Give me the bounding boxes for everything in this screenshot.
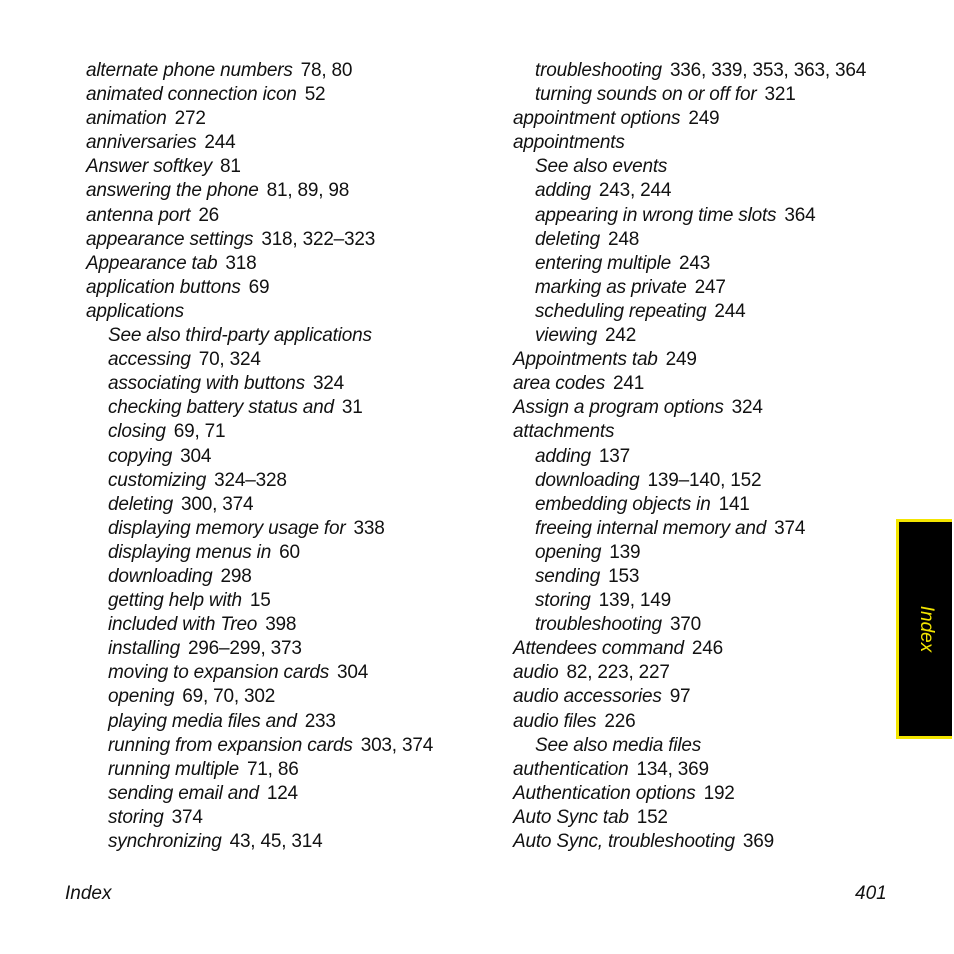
- index-entry: [86, 252, 496, 276]
- index-term: entering multiple: [535, 252, 672, 274]
- index-page-refs[interactable]: 70, 324: [198, 349, 261, 371]
- index-term: running from expansion cards: [108, 734, 353, 756]
- index-subentry: [86, 589, 496, 613]
- index-term: checking battery status and: [108, 397, 334, 419]
- index-term: Appointments tab: [513, 349, 658, 371]
- index-term: deleting: [535, 228, 600, 250]
- index-subentry: [513, 541, 893, 565]
- index-page-refs[interactable]: 242: [604, 325, 637, 347]
- index-side-tab[interactable]: [896, 519, 952, 739]
- index-subentry: [86, 830, 496, 854]
- index-term: opening: [108, 686, 175, 708]
- index-subentry: [86, 396, 496, 420]
- index-term: freeing internal memory and: [535, 517, 767, 539]
- index-page-refs[interactable]: 324: [312, 373, 345, 395]
- index-page-refs[interactable]: 226: [604, 710, 636, 732]
- index-term: antenna port: [86, 204, 191, 226]
- index-term: area codes: [513, 373, 606, 395]
- index-term: playing media files and: [108, 710, 297, 732]
- index-term: Assign a program options: [513, 397, 724, 419]
- index-page-refs[interactable]: 139, 149: [598, 590, 671, 612]
- index-subentry: [513, 204, 893, 228]
- index-subentry: [86, 420, 496, 444]
- index-subentry: [86, 565, 496, 589]
- index-page-refs[interactable]: 244: [204, 132, 236, 154]
- index-term: appointment options: [513, 108, 681, 130]
- index-term: audio: [513, 662, 559, 684]
- index-page-refs[interactable]: 296–299, 373: [187, 638, 302, 660]
- index-page-refs[interactable]: 374: [171, 806, 203, 828]
- index-term: closing: [108, 421, 166, 443]
- index-term: opening: [535, 541, 602, 563]
- index-page-refs[interactable]: 52: [304, 84, 326, 106]
- index-term: See also events: [535, 156, 668, 178]
- index-entry: [513, 830, 893, 854]
- index-entry: [513, 348, 893, 372]
- index-subentry: [86, 541, 496, 565]
- index-page-refs[interactable]: 336, 339, 353, 363, 364: [669, 60, 867, 81]
- index-term: sending: [535, 565, 601, 587]
- index-entry: [513, 710, 893, 734]
- index-subentry: [513, 613, 893, 637]
- index-page-refs[interactable]: 137: [598, 445, 630, 467]
- index-subentry: [513, 734, 893, 758]
- index-term: applications: [86, 300, 184, 322]
- index-term: accessing: [108, 349, 191, 371]
- index-term: customizing: [108, 469, 207, 491]
- index-term: application buttons: [86, 276, 241, 298]
- index-entry: [86, 300, 496, 324]
- index-term: audio accessories: [513, 686, 662, 708]
- index-entry: [513, 372, 893, 396]
- index-subentry: [86, 637, 496, 661]
- index-page-refs[interactable]: 192: [703, 782, 735, 804]
- index-term: Appearance tab: [86, 252, 218, 274]
- index-term: appointments: [513, 132, 625, 154]
- index-page-refs[interactable]: 369: [742, 831, 775, 852]
- index-page-refs[interactable]: 15: [249, 590, 271, 612]
- index-entry: [86, 83, 496, 107]
- index-page-refs[interactable]: 324: [731, 397, 763, 419]
- index-subentry: [86, 348, 496, 372]
- index-entry: [86, 59, 496, 83]
- index-page-refs[interactable]: 272: [174, 108, 206, 130]
- index-entry: [513, 131, 893, 155]
- index-entry: [86, 228, 496, 252]
- index-page-refs[interactable]: 97: [669, 686, 691, 708]
- index-page-refs[interactable]: 139–140, 152: [647, 469, 762, 491]
- index-page-refs[interactable]: 124: [266, 782, 298, 804]
- index-term: turning sounds on or off for: [535, 84, 757, 106]
- index-subentry: [86, 685, 496, 709]
- index-column-right: [513, 59, 893, 854]
- index-term: troubleshooting: [535, 614, 662, 636]
- index-subentry: [86, 445, 496, 469]
- index-subentry: [86, 710, 496, 734]
- index-page-refs[interactable]: 324–328: [214, 469, 287, 491]
- index-term: included with Treo: [108, 614, 258, 636]
- index-term: adding: [535, 180, 591, 202]
- index-term: scheduling repeating: [535, 300, 707, 322]
- index-page-refs[interactable]: 338: [353, 517, 385, 539]
- index-page-refs[interactable]: 43, 45, 314: [229, 831, 323, 852]
- index-subentry: [513, 179, 893, 203]
- index-term: moving to expansion cards: [108, 662, 330, 684]
- index-term: Auto Sync, troubleshooting: [513, 831, 735, 852]
- index-entry: [86, 276, 496, 300]
- index-page-refs[interactable]: 241: [613, 373, 645, 395]
- index-term: downloading: [108, 565, 213, 587]
- index-term: authentication: [513, 758, 629, 780]
- index-page-refs[interactable]: 69, 70, 302: [182, 686, 276, 708]
- index-term: sending email and: [108, 782, 259, 804]
- index-term: troubleshooting: [535, 60, 662, 81]
- index-term: running multiple: [108, 758, 239, 780]
- index-subentry: [86, 782, 496, 806]
- index-page-refs[interactable]: 247: [694, 276, 726, 298]
- index-page-refs[interactable]: 364: [784, 204, 816, 226]
- index-entry: [86, 131, 496, 155]
- index-page-refs[interactable]: 153: [608, 565, 640, 587]
- index-entry: [513, 782, 893, 806]
- index-page-refs[interactable]: 60: [279, 541, 300, 563]
- index-subentry: [513, 276, 893, 300]
- index-subentry: [513, 228, 893, 252]
- index-page-refs[interactable]: 374: [774, 517, 806, 539]
- index-subentry: [513, 589, 893, 613]
- index-page-refs[interactable]: 370: [669, 614, 702, 636]
- index-term: alternate phone numbers: [86, 60, 293, 81]
- index-subentry: [513, 445, 893, 469]
- index-page-refs[interactable]: 31: [341, 397, 363, 419]
- index-term: marking as private: [535, 276, 687, 298]
- index-term: Attendees command: [513, 638, 684, 660]
- index-term: adding: [535, 445, 591, 467]
- index-term: See also media files: [535, 734, 702, 756]
- index-page-refs[interactable]: 243, 244: [598, 180, 672, 202]
- index-term: associating with buttons: [108, 373, 305, 395]
- index-page-refs[interactable]: 318, 322–323: [261, 228, 376, 250]
- index-entry: [86, 179, 496, 203]
- index-entry: [86, 107, 496, 131]
- index-page-refs[interactable]: 249: [688, 108, 720, 130]
- index-term: displaying menus in: [108, 541, 272, 563]
- footer-page-number: 401: [855, 883, 887, 904]
- index-entry: [86, 204, 496, 228]
- index-page-refs[interactable]: 303, 374: [360, 734, 434, 756]
- index-page-refs[interactable]: 152: [636, 806, 668, 828]
- index-entry: [513, 758, 893, 782]
- index-term: animation: [86, 108, 167, 130]
- index-page-refs[interactable]: 304: [180, 445, 212, 467]
- index-page-refs[interactable]: 304: [337, 662, 369, 684]
- index-term: storing: [108, 806, 164, 828]
- index-term: displaying memory usage for: [108, 517, 346, 539]
- index-subentry: [86, 324, 496, 348]
- index-subentry: [86, 493, 496, 517]
- index-term: answering the phone: [86, 180, 259, 202]
- index-entry: [86, 155, 496, 179]
- index-term: downloading: [535, 469, 640, 491]
- index-page-refs[interactable]: 82, 223, 227: [566, 662, 670, 684]
- index-page-refs[interactable]: 321: [764, 84, 796, 106]
- index-subentry: [86, 372, 496, 396]
- index-page-refs[interactable]: 69, 71: [173, 421, 226, 443]
- index-page-refs[interactable]: 318: [225, 252, 257, 274]
- index-entry: [513, 661, 893, 685]
- index-page-refs[interactable]: 243: [679, 252, 711, 274]
- index-subentry: [513, 469, 893, 493]
- index-subentry: [513, 300, 893, 324]
- index-page-refs[interactable]: 81, 89, 98: [266, 180, 350, 202]
- side-tab-label: Index: [915, 605, 937, 653]
- footer-section-label: Index: [65, 883, 112, 904]
- index-term: deleting: [108, 493, 173, 515]
- index-term: attachments: [513, 421, 615, 443]
- index-subentry: [86, 734, 496, 758]
- index-page-refs[interactable]: 81: [220, 156, 241, 178]
- index-entry: [513, 685, 893, 709]
- index-term: See also third-party applications: [108, 325, 372, 347]
- index-term: getting help with: [108, 590, 242, 612]
- index-subentry: [86, 613, 496, 637]
- index-page-refs[interactable]: 69: [248, 276, 270, 298]
- index-page-refs[interactable]: 71, 86: [246, 758, 299, 780]
- index-entry: [513, 637, 893, 661]
- index-term: audio files: [513, 710, 597, 732]
- index-term: copying: [108, 445, 173, 467]
- index-subentry: [513, 83, 893, 107]
- index-subentry: [513, 252, 893, 276]
- index-subentry: [513, 59, 893, 83]
- index-entry: [513, 806, 893, 830]
- index-subentry: [86, 758, 496, 782]
- index-term: installing: [108, 638, 180, 660]
- index-entry: [513, 420, 893, 444]
- index-page-refs[interactable]: 246: [691, 638, 723, 660]
- index-term: embedding objects in: [535, 493, 711, 515]
- index-subentry: [86, 517, 496, 541]
- index-term: Authentication options: [513, 782, 696, 804]
- index-page-refs[interactable]: 248: [607, 228, 640, 250]
- index-subentry: [513, 324, 893, 348]
- index-term: Auto Sync tab: [513, 806, 629, 828]
- index-page-refs[interactable]: 139: [609, 541, 641, 563]
- index-page-refs[interactable]: 300, 374: [180, 493, 254, 515]
- index-term: Answer softkey: [86, 156, 213, 178]
- index-page-refs[interactable]: 233: [304, 710, 336, 732]
- index-subentry: [86, 806, 496, 830]
- index-page-refs[interactable]: 26: [198, 204, 220, 226]
- index-page-refs[interactable]: 78, 80: [300, 60, 353, 81]
- index-subentry: [513, 493, 893, 517]
- index-page-refs[interactable]: 134, 369: [636, 758, 709, 780]
- index-subentry: [86, 469, 496, 493]
- index-page-refs[interactable]: 398: [265, 614, 297, 636]
- index-entry: [513, 107, 893, 131]
- index-term: animated connection icon: [86, 84, 297, 106]
- index-page-refs[interactable]: 298: [220, 565, 252, 587]
- index-column-left: [86, 59, 496, 854]
- index-page-refs[interactable]: 244: [714, 300, 746, 322]
- index-subentry: [513, 565, 893, 589]
- index-subentry: [513, 155, 893, 179]
- index-entry: [513, 396, 893, 420]
- index-page-refs[interactable]: 249: [665, 349, 697, 371]
- index-term: appearance settings: [86, 228, 254, 250]
- index-term: viewing: [535, 325, 597, 347]
- index-subentry: [86, 661, 496, 685]
- index-page-refs[interactable]: 141: [718, 493, 750, 515]
- index-term: anniversaries: [86, 132, 197, 154]
- index-term: storing: [535, 590, 591, 612]
- index-term: appearing in wrong time slots: [535, 204, 777, 226]
- index-subentry: [513, 517, 893, 541]
- index-term: synchronizing: [108, 831, 222, 852]
